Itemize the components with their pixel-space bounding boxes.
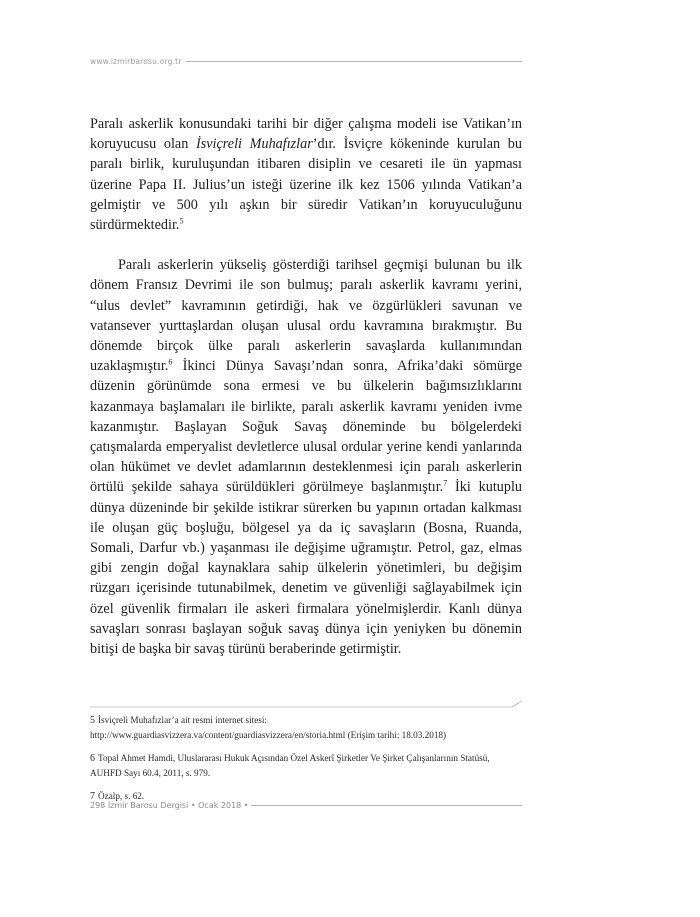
footnote-text: Topal Ahmet Hamdi, Uluslararası Hukuk Açısından Özel Askerî Şirketler Ve Şirket Çalışanlarının Statüsü, AUHFD Sayı 60.4, 2011, s. 979. bbox=[90, 753, 490, 778]
paragraph-1 bbox=[90, 114, 522, 235]
paragraph-1-text-a: Paralı askerlik konusundaki tarihi bir diğer çalışma modeli ise Vatikan’ın koruyucusu olan bbox=[90, 116, 522, 153]
footnote-number: 6 bbox=[90, 753, 95, 764]
page-footer bbox=[90, 798, 522, 812]
footnote-6 bbox=[90, 751, 522, 780]
article-body bbox=[90, 114, 522, 659]
footer-rule bbox=[251, 805, 522, 806]
header-url[interactable]: www.izmirbarosu.org.tr bbox=[90, 56, 182, 66]
paragraph-1-text-b: ’dır. İsviçre kökeninde kurulan bu paralı birlik, kuruluşundan itibaren disiplin ve cesareti ile ün yapması üzerine Papa II. Julius’un isteği üzerine ilk kez 1506 yılında Vatikan’a gelmiştir ve 500 yılı aşkın bir süredir Vatikan’ın koruyuculuğunu sürdürmektedir. bbox=[90, 136, 522, 234]
page-header bbox=[90, 54, 522, 68]
footnote-text: Özalp, s. 62. bbox=[98, 791, 145, 801]
paragraph-2-text-a: Paralı askerlerin yükseliş gösterdiği tarihsel geçmişi bulunan bu ilk dönem Fransız Devrimi ile son bulmuş; paralı askerlik kavramı yerini, “ulus devlet” kavramının getirdiği, hak ve özgürlükleri savunan ve vatansever yurttaşlardan oluşan ulusal ordu kavramına bırakmıştır. Bu dönemde birçok ülke paralı askerlerin savaşlarda kullanımından uzaklaşmıştır. bbox=[90, 257, 522, 375]
footnote-separator bbox=[90, 700, 522, 708]
footnote-text: İsviçreli Muhafızlar’a ait resmi internet sitesi: http://www.guardiasvizzera.va/content/guardiasvizzera/en/storia.html (Erişim tarihi: 18.03.2018) bbox=[90, 715, 447, 740]
footnote-number: 5 bbox=[90, 715, 95, 726]
paragraph-2-text-c: İki kutuplu dünya düzeninde bir şekilde istikrar sürerken bu yapının ortadan kalkması ile oluşan güç boşluğu, bölgesel ya da iç savaşların (Bosna, Ruanda, Somali, Darfur vb.) yaşanması ile değişime uğramıştır. Petrol, gaz, elmas gibi zengin doğal kaynaklara sahip ülkelerin yönetimleri, bu değişim rüzgarı içerisinde tutunabilmek, denetim ve güvenliği sağlayabilmek için özel güvenlik firmaları ile askeri firmalara yönelmişlerdir. Kanlı dünya savaşları sonrası başlayan soğuk savaş dünya için yeniyken bu dönemin bitişi de başka bir savaş türünü beraberinde getirmiştir. bbox=[90, 479, 522, 658]
footnote-number: 7 bbox=[90, 791, 95, 802]
footnote-ref-7[interactable]: 7 bbox=[443, 478, 448, 488]
header-rule bbox=[186, 61, 522, 62]
paragraph-2-text-b: İkinci Dünya Savaşı’ndan sonra, Afrika’daki sömürge düzenin görünümde sona ermesi ve bu ülkelerin bağımsızlıklarını kazanmaya başlamaları ile birlikte, paralı askerlik kavramı yeniden ivme kazanmıştır. Başlayan Soğuk Savaş döneminde bu bölgelerdeki çatışmalarda emperyalist devletlerce ulusal ordular yerine kendi yanlarında olan hükümet ve devlet adamlarının desteklenmesi için paralı askerlerin örtülü şekilde sahaya sürüldükleri görülmeye başlanmıştır. bbox=[90, 358, 522, 496]
footnote-ref-5[interactable]: 5 bbox=[179, 216, 184, 226]
paragraph-2 bbox=[90, 255, 522, 659]
footer-text: 298 İzmir Barosu Dergisi • Ocak 2018 • bbox=[90, 800, 249, 810]
footnote-5 bbox=[90, 713, 522, 742]
footnote-ref-6[interactable]: 6 bbox=[168, 357, 173, 367]
paragraph-1-italic: İsviçreli Muhafızlar bbox=[196, 136, 313, 153]
